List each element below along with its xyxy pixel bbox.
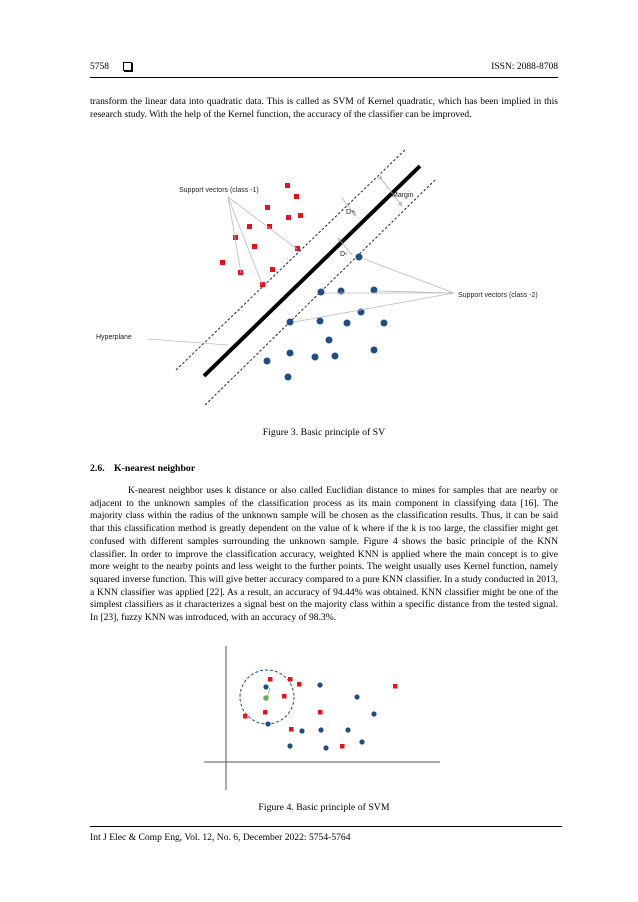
- knn-class-1-point: [340, 744, 345, 749]
- header-box-icon: [123, 62, 132, 71]
- class-2-point: [381, 320, 388, 327]
- svm-figure: [90, 140, 558, 415]
- knn-class-2-point: [318, 727, 323, 732]
- issn: ISSN: 2088-8708: [491, 62, 558, 72]
- knn-class-2-point: [345, 727, 350, 732]
- footer-rule: [90, 826, 562, 827]
- class-1-point: [252, 244, 257, 249]
- section-number: 2.6.: [90, 463, 105, 474]
- label-support-vectors-1: Support vectors (class -1): [179, 187, 259, 194]
- knn-class-2-point: [287, 743, 292, 748]
- knn-class-2-point: [359, 739, 364, 744]
- label-d-plus: D+: [346, 209, 356, 216]
- paragraph-knn: K-nearest neighbor uses k distance or also called Euclidian distance to mines for samples that are nearby or adjacent to the unknown samples of the classification process as its main component in classifying data [16]. The majority class within the radius of the unknown sample will be chosen as the classification results. Thus, it can be said that this classification method is greatly dependent on the value of k where if the k is too large, the classifier might get confused with different samples surrounding the unknown sample. Figure 4 shows the basic principle of the KNN classifier. In order to improve the classification accuracy, weighted KNN is applied where the main concept is to give more weight to the nearby points and less weight to the further points. The weight usually uses Kernel function, namely squared inverse function. This will give better accuracy compared to a pure KNN classifier. In a study conducted in 2013, a KNN classifier was applied [22]. As a result, an accuracy of 94.44% was obtained. KNN classifier might be one of the simplest classifiers as it characterizes a signal best on the majority class within a specific distance from the tested signal. In [23], fuzzy KNN was introduced, with an accuracy of 98.3%.: [90, 485, 558, 624]
- footer-citation: Int J Elec & Comp Eng, Vol. 12, No. 6, December 2022: 5754-5764: [90, 832, 351, 843]
- class-2-point: [317, 318, 324, 325]
- hyperplane-line: [204, 166, 420, 376]
- label-margin: Margin: [392, 192, 414, 199]
- knn-figure: [190, 640, 450, 795]
- class-2-points: [264, 254, 388, 381]
- class-2-point: [344, 320, 351, 327]
- label-d-minus: D-: [340, 251, 348, 258]
- class-1-point: [265, 205, 270, 210]
- figure-3-caption: Figure 3. Basic principle of SV: [262, 427, 386, 438]
- hyperplane-pointer: [148, 339, 228, 345]
- class-1-point: [247, 224, 252, 229]
- knn-class-1-point: [263, 710, 268, 715]
- page-number: 5758: [90, 62, 109, 72]
- knn-class-1-point: [282, 694, 287, 699]
- class-1-point: [285, 183, 290, 188]
- class-2-point: [264, 358, 271, 365]
- class-1-point: [260, 282, 265, 287]
- class-2-point: [371, 287, 378, 294]
- class-2-point: [287, 350, 294, 357]
- section-heading: [90, 463, 195, 474]
- class-1-point: [270, 267, 275, 272]
- knn-class-2-point: [263, 684, 268, 689]
- label-support-vectors-2: Support vectors (class -2): [458, 292, 538, 299]
- knn-class-2-point: [317, 682, 322, 687]
- class-2-point: [285, 374, 292, 381]
- knn-class-2-point: [323, 745, 328, 750]
- label-hyperplane: Hyperplane: [96, 334, 132, 341]
- knn-class-2-point: [371, 711, 376, 716]
- margin-line-upper: [176, 149, 406, 370]
- knn-class-1-point: [288, 677, 293, 682]
- class-2-point: [326, 337, 333, 344]
- knn-class-1-point: [297, 682, 302, 687]
- class-2-point: [287, 319, 294, 326]
- knn-class-1-point: [243, 714, 248, 719]
- class-2-point: [312, 354, 319, 361]
- class-1-point: [298, 213, 303, 218]
- class-1-point: [286, 215, 291, 220]
- knn-class-2-point: [265, 721, 270, 726]
- knn-class-1-point: [268, 677, 273, 682]
- class-1-points: [220, 183, 303, 287]
- section-title: K-nearest neighbor: [114, 463, 196, 474]
- header-rule: [90, 77, 558, 78]
- class-2-point: [332, 353, 339, 360]
- knn-class-2-point: [299, 728, 304, 733]
- knn-class-2-points: [263, 682, 376, 750]
- unknown-sample-point: [263, 695, 269, 701]
- class-2-point: [371, 347, 378, 354]
- paragraph-intro: transform the linear data into quadratic data. This is called as SVM of Kernel quadratic, which has been implied in this research study. With the help of the Kernel function, the accuracy of the classifier can be improved.: [90, 96, 558, 120]
- knn-class-1-point: [289, 727, 294, 732]
- knn-class-1-point: [393, 684, 398, 689]
- knn-class-2-point: [354, 694, 359, 699]
- knn-class-1-point: [318, 710, 323, 715]
- class-2-point: [318, 289, 325, 296]
- class-1-point: [220, 260, 225, 265]
- class-2-point: [338, 288, 345, 295]
- class-1-point: [294, 194, 299, 199]
- class-2-point: [356, 254, 363, 261]
- figure-4-caption: Figure 4. Basic principle of SVM: [258, 802, 390, 813]
